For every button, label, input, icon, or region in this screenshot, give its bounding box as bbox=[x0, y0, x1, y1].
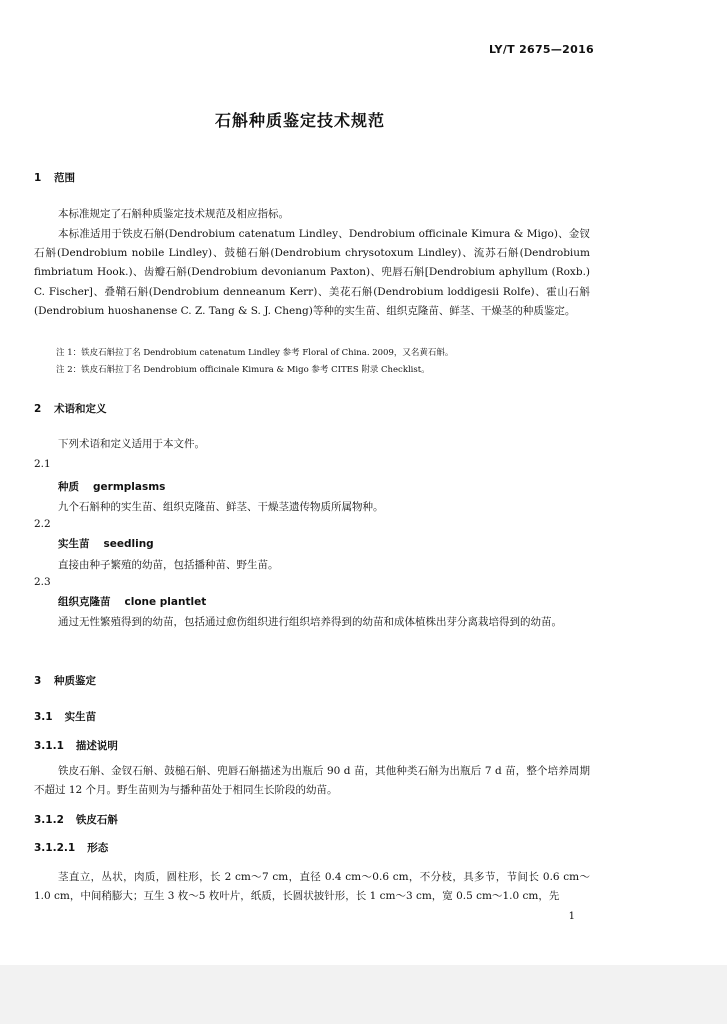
standard-number: LY/T 2675—2016 bbox=[488, 43, 594, 56]
term-number: 2.1 bbox=[34, 458, 51, 470]
section-title: 种质鉴定 bbox=[54, 675, 96, 687]
subsection-number: 3.1.2 bbox=[34, 814, 64, 826]
subsection-3-1-2-1-heading bbox=[34, 840, 108, 855]
subsection-number: 3.1 bbox=[34, 711, 53, 723]
term-cn: 实生苗 bbox=[58, 538, 90, 550]
subsection-number: 3.1.2.1 bbox=[34, 842, 76, 854]
subsection-title: 描述说明 bbox=[75, 740, 118, 752]
morphology-paragraph: 茎直立，丛状，肉质，圆柱形，长 2 cm～7 cm，直径 0.4 cm～0.6 cm，不分枝，具多节，节间长 0.6 cm～1.0 cm，中间稍膨大；互生 3 枚～5 枚叶片，纸质，长圆状披针形，长 1 cm～3 cm，宽 0.5 cm～1.0 cm，先 bbox=[34, 871, 590, 903]
scope-paragraph-1: 本标准规定了石斛种质鉴定技术规范及相应指标。 bbox=[58, 208, 289, 220]
term-heading bbox=[58, 479, 165, 494]
subsection-title: 铁皮石斛 bbox=[75, 814, 118, 826]
term-definition: 九个石斛种的实生苗、组织克隆苗、鲜茎、干燥茎遗传物质所属物种。 bbox=[58, 501, 384, 513]
scope-paragraph-2: 本标准适用于铁皮石斛(Dendrobium catenatum Lindley、Dendrobium officinale Kimura & Migo)、金钗石斛(Dendrobium nobile Lindley)、鼓槌石斛(Dendrobium chrysotoxum Lindley)、流苏石斛(Dendrobium fimbriatum Hook.)、齿瓣石斛(Dendrobium devonianum Paxton)、兜唇石斛[Dendrobium aphyllum (Roxb.) C. Fischer]、叠鞘石斛(Dendrobium denneanum Kerr)、美花石斛(Dendrobium loddigesii Rolfe)、霍山石斛(Dendrobium huoshanense C. Z. Tang & S. J. Cheng)等种的实生苗、组织克隆苗、鲜茎、干燥茎的种质鉴定。 bbox=[34, 228, 590, 317]
term-cn: 组织克隆苗 bbox=[58, 596, 111, 608]
term-definition: 通过无性繁殖得到的幼苗，包括通过愈伤组织进行组织培养得到的幼苗和成体植株出芽分离栽培得到的幼苗。 bbox=[58, 616, 562, 628]
subsection-title: 实生苗 bbox=[64, 711, 97, 723]
term-number: 2.3 bbox=[34, 576, 51, 588]
subsection-title: 形态 bbox=[87, 842, 109, 854]
section-2-heading bbox=[34, 401, 107, 416]
section-title: 术语和定义 bbox=[54, 403, 107, 415]
term-en: germplasms bbox=[93, 481, 166, 493]
section-number: 2 bbox=[34, 403, 42, 415]
term-heading bbox=[58, 536, 154, 551]
term-cn: 种质 bbox=[58, 481, 79, 493]
description-paragraph: 铁皮石斛、金钗石斛、鼓槌石斛、兜唇石斛描述为出瓶后 90 d 苗，其他种类石斛为出瓶后 7 d 苗，整个培养周期不超过 12 个月。野生苗则为与播种苗处于相同生长阶段的幼苗。 bbox=[34, 765, 590, 797]
subsection-3-1-heading bbox=[34, 709, 96, 724]
term-en: clone plantlet bbox=[124, 596, 207, 608]
section-number: 3 bbox=[34, 675, 42, 687]
terms-intro: 下列术语和定义适用于本文件。 bbox=[58, 438, 205, 450]
term-en: seedling bbox=[103, 538, 154, 550]
subsection-3-1-2-heading bbox=[34, 812, 118, 827]
note-2: 注 2：铁皮石斛拉丁名 Dendrobium officinale Kimura & Migo 参考 CITES 附录 Checklist。 bbox=[56, 365, 430, 375]
term-number: 2.2 bbox=[34, 518, 51, 530]
page-number: 1 bbox=[568, 911, 575, 922]
page-title: 石斛种质鉴定技术规范 bbox=[214, 111, 385, 130]
section-number: 1 bbox=[34, 172, 42, 184]
subsection-3-1-1-heading bbox=[34, 738, 118, 753]
section-1-heading bbox=[34, 170, 75, 185]
term-heading bbox=[58, 594, 206, 609]
section-title: 范围 bbox=[54, 172, 75, 184]
term-definition: 直接由种子繁殖的幼苗，包括播种苗、野生苗。 bbox=[58, 559, 279, 571]
note-1: 注 1：铁皮石斛拉丁名 Dendrobium catenatum Lindley 参考 Floral of China. 2009，又名黄石斛。 bbox=[56, 348, 454, 358]
section-3-heading bbox=[34, 673, 96, 688]
subsection-number: 3.1.1 bbox=[34, 740, 64, 752]
